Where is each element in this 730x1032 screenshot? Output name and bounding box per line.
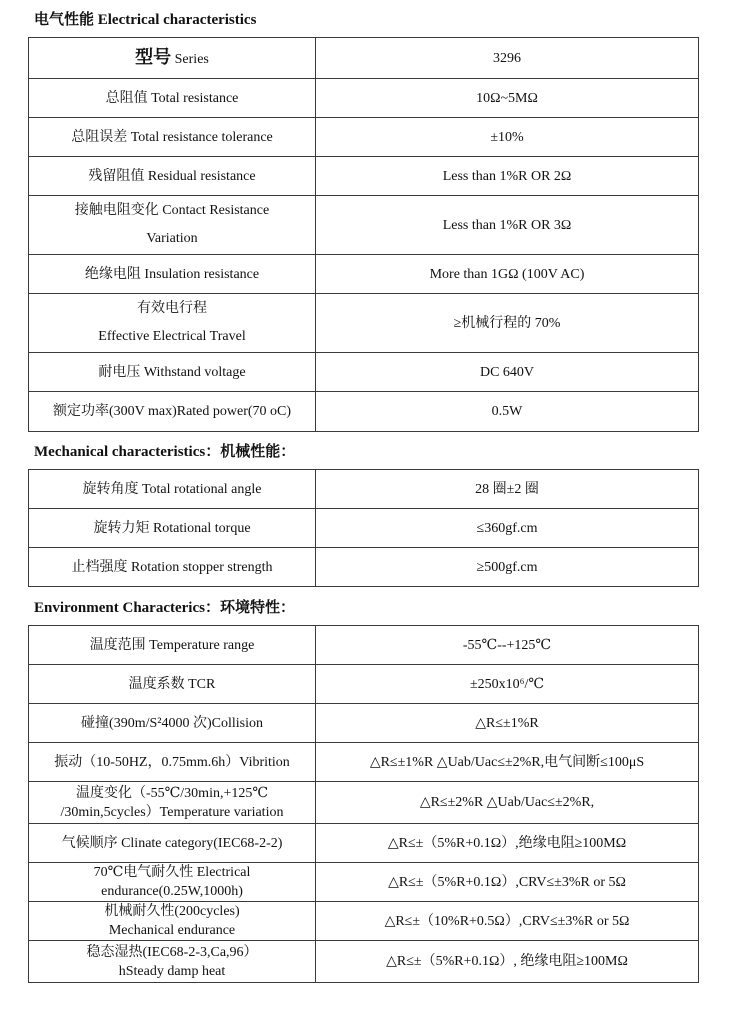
row-label-line1: 温度变化（-55℃/30min,+125℃ bbox=[75, 785, 269, 801]
row-label-line1: 机械耐久性(200cycles) bbox=[104, 904, 240, 919]
section-title-electrical: 电气性能 Electrical characteristics bbox=[34, 12, 257, 28]
electrical-table bbox=[28, 37, 699, 432]
row-label-line1: 有效电行程 bbox=[137, 301, 207, 316]
row-label: 气候顺序 Clinate category(IEC68-2-2) bbox=[29, 824, 316, 863]
row-value: DC 640V bbox=[316, 353, 699, 392]
row-value: 0.5W bbox=[316, 392, 699, 432]
table-row bbox=[29, 782, 699, 824]
table-row bbox=[29, 79, 699, 118]
row-value: ≤360gf.cm bbox=[316, 509, 699, 548]
row-label-line2: endurance(0.25W,1000h) bbox=[101, 884, 243, 899]
row-value: Less than 1%R OR 3Ω bbox=[316, 196, 699, 255]
table-row bbox=[29, 548, 699, 587]
table-row bbox=[29, 626, 699, 665]
table-row bbox=[29, 704, 699, 743]
row-label bbox=[29, 863, 316, 902]
row-label-line2: /30min,5cycles）Temperature variation bbox=[60, 804, 284, 820]
row-label: 耐电压 Withstand voltage bbox=[29, 353, 316, 392]
row-label-line2: Mechanical endurance bbox=[108, 923, 236, 938]
table-row bbox=[29, 294, 699, 353]
row-value: 10Ω~5MΩ bbox=[316, 79, 699, 118]
environment-table bbox=[28, 625, 699, 983]
row-label bbox=[29, 196, 316, 255]
row-value: △R≤±1%R bbox=[316, 704, 699, 743]
table-row bbox=[29, 824, 699, 863]
row-label-line1: 接触电阻变化 Contact Resistance bbox=[74, 203, 270, 218]
row-value: More than 1GΩ (100V AC) bbox=[316, 255, 699, 294]
row-label: 旋转力矩 Rotational torque bbox=[29, 509, 316, 548]
table-row bbox=[29, 509, 699, 548]
series-label bbox=[29, 38, 316, 79]
table-row bbox=[29, 665, 699, 704]
row-label bbox=[29, 294, 316, 353]
row-value: 28 圈±2 圈 bbox=[316, 470, 699, 509]
row-label-line1: 70℃电气耐久性 Electrical bbox=[93, 865, 251, 880]
series-label-rest: Series bbox=[171, 51, 209, 67]
row-value: △R≤±2%R △Uab/Uac≤±2%R, bbox=[316, 782, 699, 824]
row-label bbox=[29, 782, 316, 824]
row-label: 额定功率(300V max)Rated power(70 oC) bbox=[29, 392, 316, 432]
row-label bbox=[29, 941, 316, 983]
row-value: △R≤±（10%R+0.5Ω）,CRV≤±3%R or 5Ω bbox=[316, 902, 699, 941]
row-label: 碰撞(390m/S²4000 次)Collision bbox=[29, 704, 316, 743]
table-row bbox=[29, 392, 699, 432]
row-label: 总阻误差 Total resistance tolerance bbox=[29, 118, 316, 157]
table-row bbox=[29, 941, 699, 983]
row-label: 总阻值 Total resistance bbox=[29, 79, 316, 118]
series-label-bold: 型号 bbox=[135, 46, 172, 67]
row-label: 振动（10-50HZ，0.75mm.6h）Vibrition bbox=[29, 743, 316, 782]
row-value: Less than 1%R OR 2Ω bbox=[316, 157, 699, 196]
section-title-mechanical: Mechanical characteristics：机械性能： bbox=[34, 444, 296, 460]
row-label bbox=[29, 902, 316, 941]
row-label: 残留阻值 Residual resistance bbox=[29, 157, 316, 196]
table-row bbox=[29, 38, 699, 79]
row-value: -55℃--+125℃ bbox=[316, 626, 699, 665]
series-value: 3296 bbox=[316, 38, 699, 79]
table-row bbox=[29, 353, 699, 392]
row-label-line2: hSteady damp heat bbox=[118, 963, 226, 979]
table-row bbox=[29, 196, 699, 255]
row-value: ≥500gf.cm bbox=[316, 548, 699, 587]
table-row bbox=[29, 743, 699, 782]
row-value: △R≤±1%R △Uab/Uac≤±2%R,电气间断≤100μS bbox=[316, 743, 699, 782]
row-label: 温度范围 Temperature range bbox=[29, 626, 316, 665]
table-row bbox=[29, 863, 699, 902]
row-value: ±250x10⁶/℃ bbox=[316, 665, 699, 704]
row-value: ±10% bbox=[316, 118, 699, 157]
row-value: △R≤±（5%R+0.1Ω）,绝缘电阻≥100MΩ bbox=[316, 824, 699, 863]
row-label: 止档强度 Rotation stopper strength bbox=[29, 548, 316, 587]
row-value: △R≤±（5%R+0.1Ω）,CRV≤±3%R or 5Ω bbox=[316, 863, 699, 902]
table-row bbox=[29, 255, 699, 294]
row-label-line2: Effective Electrical Travel bbox=[98, 329, 246, 344]
row-value: ≥机械行程的 70% bbox=[316, 294, 699, 353]
table-row bbox=[29, 118, 699, 157]
table-row bbox=[29, 902, 699, 941]
row-value: △R≤±（5%R+0.1Ω）, 绝缘电阻≥100MΩ bbox=[316, 941, 699, 983]
row-label: 温度系数 TCR bbox=[29, 665, 316, 704]
row-label: 绝缘电阻 Insulation resistance bbox=[29, 255, 316, 294]
section-title-environment: Environment Characterics：环境特性： bbox=[34, 600, 295, 616]
table-row bbox=[29, 470, 699, 509]
row-label-line2: Variation bbox=[146, 231, 198, 246]
row-label-line1: 稳态湿热(IEC68-2-3,Ca,96） bbox=[86, 944, 258, 960]
table-row bbox=[29, 157, 699, 196]
mechanical-table bbox=[28, 469, 699, 587]
row-label: 旋转角度 Total rotational angle bbox=[29, 470, 316, 509]
